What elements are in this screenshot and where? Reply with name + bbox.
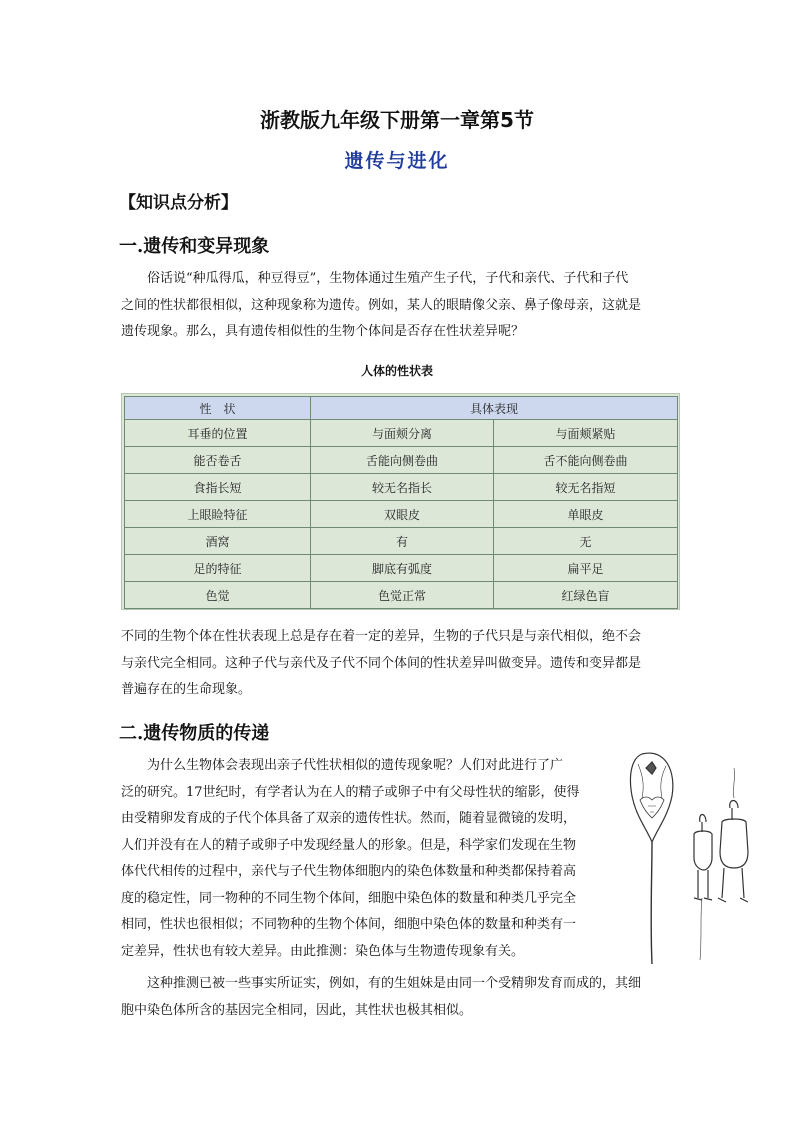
text-line: 遗传现象。那么，具有遗传相似性的生物个体间是否存在性状差异呢？ bbox=[121, 324, 525, 339]
text-line: 由受精卵发育成的子代个体具备了双亲的遗传性状。然而，随着显微镜的发明， bbox=[121, 811, 577, 826]
table-cell: 能否卷舌 bbox=[125, 447, 311, 474]
table-cell: 脚底有弧度 bbox=[311, 555, 494, 582]
homunculus-sperm-illustration-icon bbox=[614, 748, 754, 966]
text-line: 人们并没有在人的精子或卵子中发现经量人的形象。但是，科学家们发现在生物 bbox=[121, 837, 577, 853]
page-subtitle: 遗传与进化 bbox=[344, 150, 450, 172]
table-cell: 色觉 bbox=[125, 582, 311, 609]
table-row bbox=[125, 501, 678, 528]
section2-paragraph-1 bbox=[121, 753, 609, 965]
section1-paragraph-2 bbox=[121, 624, 677, 704]
table-cell: 酒窝 bbox=[125, 528, 311, 555]
section1-heading: 一.遗传和变异现象 bbox=[119, 236, 270, 257]
section-analysis-heading: 【知识点分析】 bbox=[119, 193, 238, 213]
section2-paragraph-2 bbox=[121, 971, 677, 1024]
table-cell: 无 bbox=[494, 528, 678, 555]
section2-heading: 二.遗传物质的传递 bbox=[119, 723, 270, 744]
text-line: 不同的生物个体在性状表现上总是存在着一定的差异，生物的子代只是与亲代相似，绝不会 bbox=[121, 629, 642, 644]
text-line: 普遍存在的生命现象。 bbox=[121, 682, 252, 697]
text-line: 这种推测已被一些事实所证实，例如，有的生姐妹是由同一个受精卵发育而成的，其细 bbox=[147, 976, 642, 991]
table-row bbox=[125, 582, 678, 609]
table-header-expression: 具体表现 bbox=[311, 397, 678, 420]
table-header-trait: 性 状 bbox=[125, 397, 311, 420]
text-line: 体代代相传的过程中，亲代与子代生物体细胞内的染色体数量和种类都保持着高 bbox=[121, 864, 577, 879]
table-header-row bbox=[125, 397, 678, 420]
table-row bbox=[125, 447, 678, 474]
text-line: 度的稳定性，同一物种的不同生物个体间，细胞中染色体的数量和种类几乎完全 bbox=[121, 890, 577, 906]
table-cell: 较无名指短 bbox=[494, 474, 678, 501]
table-cell: 食指长短 bbox=[125, 474, 311, 501]
table-cell: 扁平足 bbox=[494, 555, 678, 582]
table-cell: 较无名指长 bbox=[311, 474, 494, 501]
table-cell: 舌不能向侧卷曲 bbox=[494, 447, 678, 474]
table-cell: 单眼皮 bbox=[494, 501, 678, 528]
table-caption: 人体的性状表 bbox=[360, 364, 433, 378]
table-cell: 足的特征 bbox=[125, 555, 311, 582]
page-title: 浙教版九年级下册第一章第5节 bbox=[260, 108, 534, 132]
traits-table-frame bbox=[121, 393, 680, 610]
table-cell: 双眼皮 bbox=[311, 501, 494, 528]
table-row bbox=[125, 528, 678, 555]
text-line: 俗话说“种瓜得瓜，种豆得豆”，生物体通过生殖产生子代，子代和亲代、子代和子代 bbox=[147, 271, 629, 286]
text-line: 泛的研究。17世纪时，有学者认为在人的精子或卵子中有父母性状的缩影，使得 bbox=[121, 784, 580, 800]
table-cell: 与面颊紧贴 bbox=[494, 420, 678, 447]
text-line: 相同，性状也很相似；不同物种的生物个体间，细胞中染色体的数量和种类有一 bbox=[121, 917, 577, 932]
text-line: 之间的性状都很相似，这种现象称为遗传。例如，某人的眼睛像父亲、鼻子像母亲，这就是 bbox=[121, 297, 642, 313]
table-cell: 上眼睑特征 bbox=[125, 501, 311, 528]
section1-paragraph-1 bbox=[121, 266, 677, 346]
text-line: 为什么生物体会表现出亲子代性状相似的遗传现象呢？人们对此进行了广 bbox=[147, 758, 564, 773]
table-cell: 舌能向侧卷曲 bbox=[311, 447, 494, 474]
table-cell: 与面颊分离 bbox=[311, 420, 494, 447]
table-cell: 色觉正常 bbox=[311, 582, 494, 609]
table-cell: 有 bbox=[311, 528, 494, 555]
text-line: 定差异，性状也有较大差异。由此推测：染色体与生物遗传现象有关。 bbox=[121, 943, 525, 959]
traits-table bbox=[124, 396, 678, 609]
table-cell: 耳垂的位置 bbox=[125, 420, 311, 447]
table-row bbox=[125, 420, 678, 447]
text-line: 胞中染色体所含的基因完全相同，因此，其性状也极其相似。 bbox=[121, 1002, 473, 1018]
text-line: 与亲代完全相同。这种子代与亲代及子代不同个体间的性状差异叫做变异。遗传和变异都是 bbox=[121, 655, 642, 671]
table-cell: 红绿色盲 bbox=[494, 582, 678, 609]
table-row bbox=[125, 555, 678, 582]
table-row bbox=[125, 474, 678, 501]
